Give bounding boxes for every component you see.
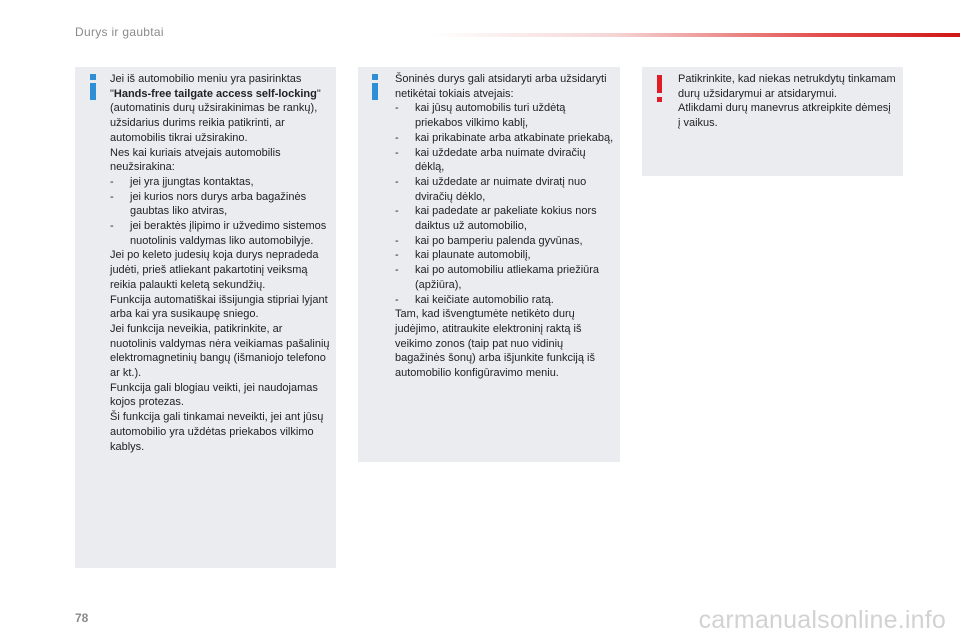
list-item: - jei beraktės įlipimo ir užvedimo sistemos nuotolinis valdymas liko automobilyje. <box>110 219 330 248</box>
list-item: - kai po bamperiu palenda gyvūnas, <box>395 234 615 249</box>
section-title: Durys ir gaubtai <box>75 25 164 39</box>
warning-text <box>678 72 896 131</box>
watermark: carmanualsonline.info <box>698 606 946 634</box>
info-icon <box>370 74 380 100</box>
list-item: - kai padedate ar pakeliate kokius nors daiktus už automobilio, <box>395 204 615 233</box>
intro-paragraph: Šoninės durys gali atsidaryti arba užsidaryti netikėtai tokiais atvejais: <box>395 73 607 100</box>
situation-list <box>395 101 615 307</box>
list-item: - jei yra įjungtas kontaktas, <box>110 175 330 190</box>
intro-paragraph: Jei iš automobilio meniu yra pasirinktas "Hands-free tailgate access self-locking" (automatinis durų užsirakinimas be rankų), užsidarius durims reikia patikrinti, ar automobilis tikrai užsirakino. <box>110 73 321 144</box>
paragraph: Jei po keleto judesių koja durys nepradeda judėti, prieš atliekant pakartotinį veiksmą reikia palaukti keletą sekundžių. <box>110 249 319 291</box>
list-item: - kai keičiate automobilio ratą. <box>395 293 615 308</box>
header-accent-line <box>430 33 960 37</box>
list-item: - kai plaunate automobilį, <box>395 248 615 263</box>
paragraph: Jei funkcija neveikia, patikrinkite, ar nuotolinis valdymas nėra veikiamas pašalinių elektromagnetinių bangų (išmaniojo telefono ar kt.). <box>110 322 330 380</box>
condition-list <box>110 175 330 249</box>
paragraph: Ši funkcija gali tinkamai neveikti, jei ant jūsų automobilio yra uždėtas priekabos vilkimo kablys. <box>110 411 324 453</box>
list-item: - jei kurios nors durys arba bagažinės gaubtas liko atviras, <box>110 190 330 219</box>
paragraph: Atlikdami durų manevrus atkreipkite dėmesį į vaikus. <box>678 102 891 130</box>
info-text-self-locking <box>110 72 330 454</box>
list-item: - kai uždedate arba nuimate dviračių dėklą, <box>395 146 615 175</box>
info-icon <box>88 74 98 100</box>
feature-name: Hands-free tailgate access self-locking <box>113 87 317 100</box>
list-item: - kai po automobiliu atliekama priežiūra (apžiūra), <box>395 263 615 292</box>
paragraph: Funkcija automatiškai išsijungia stipriai lyjant arba kai yra susikaupę sniego. <box>110 293 328 321</box>
list-item: - kai jūsų automobilis turi uždėtą priekabos vilkimo kablį, <box>395 101 615 130</box>
paragraph: Nes kai kuriais atvejais automobilis neužsirakina: <box>110 146 281 174</box>
list-item: - kai uždedate ar nuimate dviratį nuo dviračių dėklo, <box>395 175 615 204</box>
paragraph: Tam, kad išvengtumėte netikėto durų judėjimo, atitraukite elektroninį raktą iš veikimo zonos (taip pat nuo vidinių bagažinės šonų) arba išjunkite funkciją iš automobilio konfigūravimo meniu. <box>395 308 595 380</box>
list-item: - kai prikabinate arba atkabinate priekabą, <box>395 131 615 146</box>
page-number: 78 <box>75 611 89 625</box>
info-text-side-doors <box>395 72 615 381</box>
paragraph: Patikrinkite, kad niekas netrukdytų tinkamam durų užsidarymui ar atsidarymui. <box>678 73 896 100</box>
warning-icon <box>655 75 665 103</box>
paragraph: Funkcija gali blogiau veikti, jei naudojamas kojos protezas. <box>110 381 318 409</box>
